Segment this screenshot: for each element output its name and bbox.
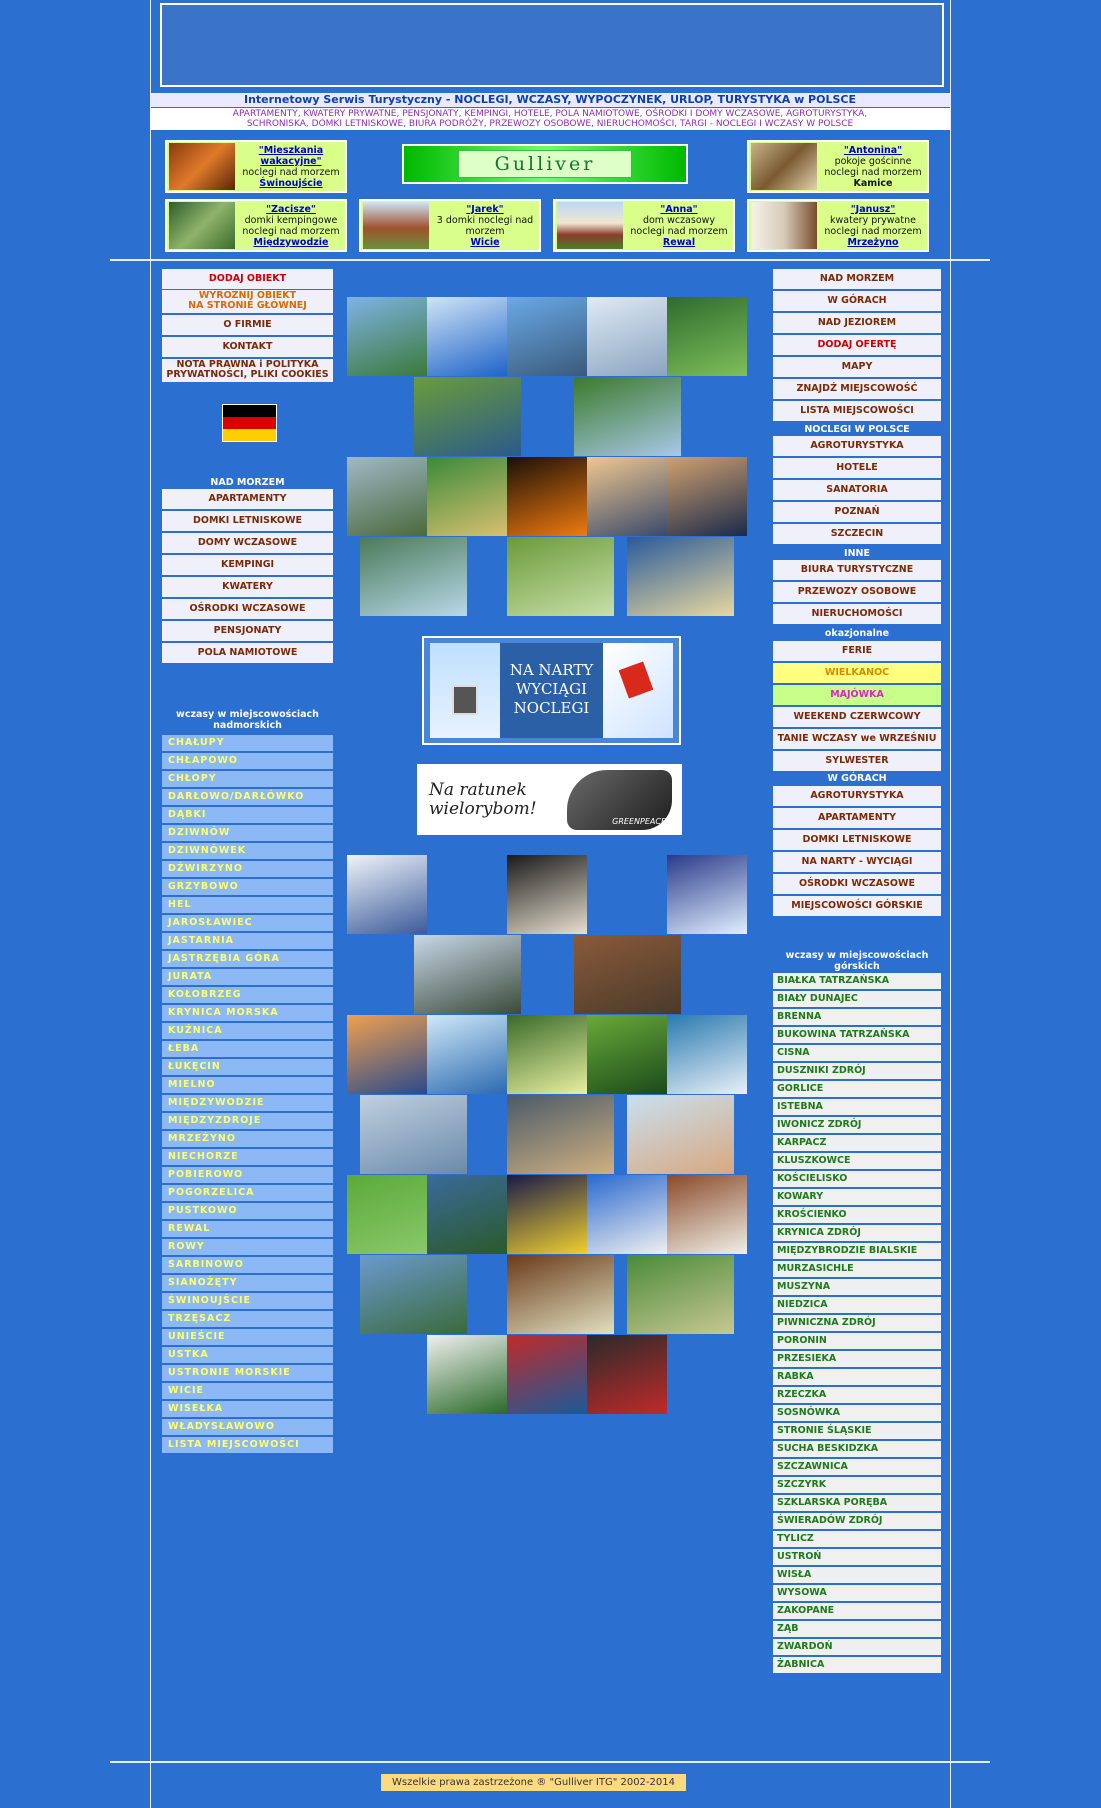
sea-town-link[interactable]: DĄBKI bbox=[162, 807, 333, 823]
promo-name[interactable]: "Jarek" bbox=[466, 203, 504, 215]
sea-menu-item[interactable]: DOMY WCZASOWE bbox=[162, 533, 333, 553]
promo-card[interactable] bbox=[747, 199, 929, 252]
sea-town-link[interactable]: JAROSŁAWIEC bbox=[162, 915, 333, 931]
sea-menu-item[interactable]: DOMKI LETNISKOWE bbox=[162, 511, 333, 531]
mountain-town-link[interactable]: SZKLARSKA PORĘBA bbox=[773, 1495, 941, 1511]
greenpeace-logo: GREENPEACE bbox=[612, 816, 666, 826]
sea-town-link[interactable]: ROWY bbox=[162, 1239, 333, 1255]
sea-town-link[interactable]: DZIWNÓWEK bbox=[162, 843, 333, 859]
sea-town-link[interactable]: DZIWNÓW bbox=[162, 825, 333, 841]
travel-photo[interactable] bbox=[667, 297, 747, 376]
sea-section-title: NAD MORZEM bbox=[210, 477, 285, 488]
mountain-town-link[interactable]: KROŚCIENKO bbox=[773, 1207, 941, 1223]
travel-photo[interactable] bbox=[667, 1175, 747, 1254]
sea-town-link[interactable]: KOŁOBRZEG bbox=[162, 987, 333, 1003]
travel-photo[interactable] bbox=[360, 1095, 467, 1174]
mountain-town-link[interactable]: BRENNA bbox=[773, 1009, 941, 1025]
travel-photo[interactable] bbox=[427, 1335, 507, 1414]
sea-menu-item[interactable]: OŚRODKI WCZASOWE bbox=[162, 599, 333, 619]
mountain-town-link[interactable]: PORONIN bbox=[773, 1333, 941, 1349]
travel-photo[interactable] bbox=[507, 1335, 587, 1414]
mountain-town-link[interactable]: PRZESIEKA bbox=[773, 1351, 941, 1367]
right-menu-item[interactable]: LISTA MIEJSCOWOŚCI bbox=[773, 401, 941, 421]
sea-town-link[interactable]: CHŁAPOWO bbox=[162, 753, 333, 769]
mountains-menu-item[interactable]: MIEJSCOWOŚCI GÓRSKIE bbox=[773, 896, 941, 916]
ski-banner[interactable] bbox=[422, 636, 681, 745]
mountain-town-link[interactable]: PIWNICZNA ZDRÓJ bbox=[773, 1315, 941, 1331]
mountains-menu-item[interactable]: DOMKI LETNISKOWE bbox=[773, 830, 941, 850]
mountain-town-link[interactable]: KARPACZ bbox=[773, 1135, 941, 1151]
mountain-town-link[interactable]: NIEDZICA bbox=[773, 1297, 941, 1313]
mountain-town-link[interactable]: SZCZYRK bbox=[773, 1477, 941, 1493]
sea-menu-item[interactable]: PENSJONATY bbox=[162, 621, 333, 641]
sea-menu-item[interactable]: KWATERY bbox=[162, 577, 333, 597]
sea-town-link[interactable]: HEL bbox=[162, 897, 333, 913]
sea-town-link[interactable]: ŁUKĘCIN bbox=[162, 1059, 333, 1075]
sea-town-link[interactable]: TRZĘSACZ bbox=[162, 1311, 333, 1327]
promo-name[interactable]: "Janusz" bbox=[850, 203, 896, 215]
tagline: Internetowy Serwis Turystyczny - NOCLEGI, WCZASY, WYPOCZYNEK, URLOP, TURYSTYKA w POLSCE bbox=[150, 93, 950, 107]
promo-desc: kwatery prywatne noclegi nad morzem bbox=[824, 214, 922, 237]
travel-photo[interactable] bbox=[507, 537, 614, 616]
mountain-town-link[interactable]: STRONIE ŚLĄSKIE bbox=[773, 1423, 941, 1439]
mountain-town-link[interactable]: IWONICZ ZDRÓJ bbox=[773, 1117, 941, 1133]
sea-town-link[interactable]: WISEŁKA bbox=[162, 1401, 333, 1417]
cable-car-icon bbox=[430, 643, 500, 738]
copyright-footer: Wszelkie prawa zastrzeżone ® "Gulliver ITG" 2002-2014 bbox=[381, 1774, 686, 1791]
travel-photo[interactable] bbox=[347, 1175, 427, 1254]
sea-town-link[interactable]: CHAŁUPY bbox=[162, 735, 333, 751]
sea-town-link[interactable]: USTKA bbox=[162, 1347, 333, 1363]
promo-desc: pokoje gościnne noclegi nad morzem bbox=[824, 155, 922, 178]
mountain-town-link[interactable]: ISTEBNA bbox=[773, 1099, 941, 1115]
sea-menu-item[interactable]: POLA NAMIOTOWE bbox=[162, 643, 333, 663]
sea-town-link[interactable]: MRZEŻYNO bbox=[162, 1131, 333, 1147]
sea-towns-title-1: wczasy w miejscowościach bbox=[176, 709, 319, 720]
travel-photo[interactable] bbox=[360, 1255, 467, 1334]
mountain-town-link[interactable]: SZCZAWNICA bbox=[773, 1459, 941, 1475]
mountain-town-link[interactable]: TYLICZ bbox=[773, 1531, 941, 1547]
promo-card[interactable] bbox=[359, 199, 541, 252]
travel-photo[interactable] bbox=[507, 855, 587, 934]
promo-card[interactable] bbox=[747, 140, 929, 193]
mountains-menu-item[interactable]: AGROTURYSTYKA bbox=[773, 786, 941, 806]
sea-town-link[interactable]: ŁEBA bbox=[162, 1041, 333, 1057]
whale-icon bbox=[567, 770, 672, 830]
poland-menu-item[interactable]: AGROTURYSTYKA bbox=[773, 436, 941, 456]
travel-photo[interactable] bbox=[667, 1015, 747, 1094]
sea-town-link[interactable]: JASTARNIA bbox=[162, 933, 333, 949]
travel-photo[interactable] bbox=[507, 1015, 587, 1094]
add-object-button[interactable]: DODAJ OBIEKT bbox=[162, 269, 333, 289]
sea-town-link[interactable]: POBIEROWO bbox=[162, 1167, 333, 1183]
occasional-menu-item[interactable]: MAJÓWKA bbox=[773, 685, 941, 705]
mountain-town-link[interactable]: KRYNICA ZDRÓJ bbox=[773, 1225, 941, 1241]
other-menu-item[interactable]: PRZEWOZY OSOBOWE bbox=[773, 582, 941, 602]
sea-town-link[interactable]: CHŁOPY bbox=[162, 771, 333, 787]
promo-desc: domki kempingowe noclegi nad morzem bbox=[242, 214, 340, 237]
travel-photo[interactable] bbox=[347, 855, 427, 934]
feature-object-button[interactable] bbox=[162, 290, 333, 313]
promo-name[interactable]: "Zacisze" bbox=[266, 203, 316, 215]
travel-photo[interactable] bbox=[587, 297, 667, 376]
mountain-towns-title bbox=[773, 950, 941, 972]
promo-place: Kamice bbox=[853, 177, 893, 189]
promo-card[interactable] bbox=[553, 199, 735, 252]
travel-photo[interactable] bbox=[414, 935, 521, 1014]
sea-town-link[interactable]: USTRONIE MORSKIE bbox=[162, 1365, 333, 1381]
mountain-town-link[interactable]: MUSZYNA bbox=[773, 1279, 941, 1295]
sea-town-link[interactable]: JURATA bbox=[162, 969, 333, 985]
occasional-menu-item[interactable]: TANIE WCZASY we WRZEŚNIU bbox=[773, 729, 941, 749]
travel-photo[interactable] bbox=[347, 297, 427, 376]
travel-photo[interactable] bbox=[627, 1255, 734, 1334]
mountain-town-link[interactable]: KOWARY bbox=[773, 1189, 941, 1205]
frame-line-right bbox=[950, 0, 951, 1808]
occasional-menu-item[interactable]: WIELKANOC bbox=[773, 663, 941, 683]
sea-town-link[interactable]: REWAL bbox=[162, 1221, 333, 1237]
mountains-section-title: W GÓRACH bbox=[827, 773, 887, 784]
promo-desc: noclegi nad morzem bbox=[242, 166, 340, 178]
travel-photo[interactable] bbox=[587, 1175, 667, 1254]
sea-town-link[interactable]: PUSTKOWO bbox=[162, 1203, 333, 1219]
sea-town-link[interactable]: ŚWINOUJŚCIE bbox=[162, 1293, 333, 1309]
mountain-town-link[interactable]: WYSOWA bbox=[773, 1585, 941, 1601]
mountain-town-link[interactable]: RZECZKA bbox=[773, 1387, 941, 1403]
right-menu-item[interactable]: MAPY bbox=[773, 357, 941, 377]
contact-button[interactable]: KONTAKT bbox=[162, 337, 333, 357]
legal-note-button[interactable] bbox=[162, 359, 333, 382]
ski-text-1: NA NARTY bbox=[509, 661, 594, 679]
mountain-town-link[interactable]: BIAŁKA TATRZAŃSKA bbox=[773, 973, 941, 989]
keywords-line-1: APARTAMENTY, KWATERY PRYWATNE, PENSJONATY, KEMPINGI, HOTELE, POLA NAMIOTOWE, OŚRODKI I DOMY WCZASOWE, AGROTURYSTYKA, bbox=[232, 109, 868, 119]
mountain-town-link[interactable]: MIĘDZYBRODZIE BIALSKIE bbox=[773, 1243, 941, 1259]
promo-place[interactable]: Wicie bbox=[470, 236, 500, 248]
other-section-title: INNE bbox=[844, 548, 870, 559]
mountain-towns-title-1: wczasy w miejscowościach bbox=[785, 950, 929, 961]
mountains-menu-item[interactable]: OŚRODKI WCZASOWE bbox=[773, 874, 941, 894]
mountain-town-link[interactable]: SUCHA BESKIDZKA bbox=[773, 1441, 941, 1457]
mountain-town-link[interactable]: BUKOWINA TATRZAŃSKA bbox=[773, 1027, 941, 1043]
right-menu-item[interactable]: NAD MORZEM bbox=[773, 269, 941, 289]
frame-line-left bbox=[150, 0, 151, 1808]
other-menu-item[interactable]: BIURA TURYSTYCZNE bbox=[773, 560, 941, 580]
promo-desc: dom wczasowy noclegi nad morzem bbox=[630, 214, 728, 237]
mountain-town-link[interactable]: ŚWIERADÓW ZDRÓJ bbox=[773, 1513, 941, 1529]
travel-photo[interactable] bbox=[507, 297, 587, 376]
poland-menu-item[interactable]: SANATORIA bbox=[773, 480, 941, 500]
sea-town-link[interactable]: SIANOŻĘTY bbox=[162, 1275, 333, 1291]
legal-line-2: PRYWATNOŚCI, PLIKI COOKIES bbox=[166, 369, 329, 380]
sea-town-link[interactable]: UNIEŚCIE bbox=[162, 1329, 333, 1345]
mountain-town-link[interactable]: RABKA bbox=[773, 1369, 941, 1385]
promo-photo bbox=[557, 202, 623, 249]
sea-town-link[interactable]: MIELNO bbox=[162, 1077, 333, 1093]
sea-town-link[interactable]: NIECHORZE bbox=[162, 1149, 333, 1165]
ski-text-3: NOCLEGI bbox=[513, 699, 590, 717]
gulliver-logo-text: Gulliver bbox=[458, 150, 633, 178]
feature-line-1: WYRÓŻNIJ OBIEKT bbox=[198, 290, 297, 301]
poland-menu-item[interactable]: SZCZECIN bbox=[773, 524, 941, 544]
mountain-town-link[interactable]: BIAŁY DUNAJEC bbox=[773, 991, 941, 1007]
poland-section-title: NOCLEGI W POLSCE bbox=[804, 424, 910, 435]
sea-town-link[interactable]: GRZYBOWO bbox=[162, 879, 333, 895]
travel-photo[interactable] bbox=[667, 457, 747, 536]
poland-menu-item[interactable]: HOTELE bbox=[773, 458, 941, 478]
mountain-town-link[interactable]: SOSNÓWKA bbox=[773, 1405, 941, 1421]
sea-town-link[interactable]: DARŁOWO/DARŁÓWKO bbox=[162, 789, 333, 805]
sea-towns-title-2: nadmorskich bbox=[213, 720, 282, 731]
mountains-menu-item[interactable]: NA NARTY - WYCIĄGI bbox=[773, 852, 941, 872]
promo-place[interactable]: Międzywodzie bbox=[253, 236, 329, 248]
travel-photo[interactable] bbox=[507, 1255, 614, 1334]
german-flag-icon[interactable] bbox=[222, 404, 277, 442]
mountain-towns-title-2: górskich bbox=[834, 961, 880, 972]
legal-line-1: NOTA PRAWNA i POLITYKA bbox=[176, 359, 319, 370]
promo-name[interactable]: "Antonina" bbox=[843, 144, 903, 156]
mountain-town-link[interactable]: GORLICE bbox=[773, 1081, 941, 1097]
sea-town-link[interactable]: MIĘDZYZDROJE bbox=[162, 1113, 333, 1129]
occasional-section-title: okazjonalne bbox=[824, 628, 890, 639]
other-menu-item[interactable]: NIERUCHOMOŚCI bbox=[773, 604, 941, 624]
mountain-town-link[interactable]: WISŁA bbox=[773, 1567, 941, 1583]
header-banner bbox=[160, 3, 944, 87]
ski-text-2: WYCIĄGI bbox=[515, 680, 588, 698]
travel-photo[interactable] bbox=[427, 297, 507, 376]
right-menu-item[interactable]: NAD JEZIOREM bbox=[773, 313, 941, 333]
promo-photo bbox=[751, 202, 817, 249]
travel-photo[interactable] bbox=[507, 1095, 614, 1174]
travel-photo[interactable] bbox=[587, 457, 667, 536]
promo-card[interactable] bbox=[165, 140, 347, 193]
ski-banner-text bbox=[500, 643, 603, 738]
travel-photo[interactable] bbox=[414, 377, 521, 456]
mountain-town-link[interactable]: ZWARDOŃ bbox=[773, 1639, 941, 1655]
promo-card[interactable] bbox=[165, 199, 347, 252]
about-button[interactable]: O FIRMIE bbox=[162, 315, 333, 335]
promo-name[interactable]: "Mieszkania wakacyjne" bbox=[258, 144, 324, 167]
mountain-town-link[interactable]: ZAKOPANE bbox=[773, 1603, 941, 1619]
occasional-menu-item[interactable]: WEEKEND CZERWCOWY bbox=[773, 707, 941, 727]
sea-town-link[interactable]: KUŹNICA bbox=[162, 1023, 333, 1039]
travel-photo[interactable] bbox=[574, 935, 681, 1014]
mountain-town-link[interactable]: ŻABNICA bbox=[773, 1657, 941, 1673]
divider-bottom bbox=[110, 1761, 990, 1763]
travel-photo[interactable] bbox=[507, 1175, 587, 1254]
mountain-town-link[interactable]: KLUSZKOWCE bbox=[773, 1153, 941, 1169]
promo-name[interactable]: "Anna" bbox=[660, 203, 698, 215]
mountain-town-link[interactable]: DUSZNIKI ZDRÓJ bbox=[773, 1063, 941, 1079]
right-menu-item[interactable]: ZNAJDŹ MIEJSCOWOŚĆ bbox=[773, 379, 941, 399]
sea-town-link[interactable]: WŁADYSŁAWOWO bbox=[162, 1419, 333, 1435]
travel-photo[interactable] bbox=[427, 1175, 507, 1254]
travel-photo[interactable] bbox=[427, 457, 507, 536]
promo-photo bbox=[169, 202, 235, 249]
sea-menu-item[interactable]: KEMPINGI bbox=[162, 555, 333, 575]
promo-place[interactable]: Mrzeżyno bbox=[847, 236, 899, 248]
mountain-town-link[interactable]: ZĄB bbox=[773, 1621, 941, 1637]
travel-photo[interactable] bbox=[587, 1015, 667, 1094]
poland-menu-item[interactable]: POZNAŃ bbox=[773, 502, 941, 522]
travel-photo[interactable] bbox=[347, 1015, 427, 1094]
travel-photo[interactable] bbox=[627, 537, 734, 616]
keywords-line-2: SCHRONISKA, DOMKI LETNISKOWE, BIURA PODRÓŻY, PRZEWOZY OSOBOWE, NIERUCHOMOŚCI, TARGI - NOCLEGI I WCZASY W POLSCE bbox=[246, 119, 854, 129]
promo-photo bbox=[169, 143, 235, 190]
divider-top bbox=[110, 259, 990, 261]
promo-photo bbox=[751, 143, 817, 190]
travel-photo[interactable] bbox=[574, 377, 681, 456]
promo-photo bbox=[363, 202, 429, 249]
mountain-town-link[interactable]: KOŚCIELISKO bbox=[773, 1171, 941, 1187]
sea-menu-item[interactable]: APARTAMENTY bbox=[162, 489, 333, 509]
mountains-menu-item[interactable]: APARTAMENTY bbox=[773, 808, 941, 828]
travel-photo[interactable] bbox=[347, 457, 427, 536]
sea-town-link[interactable]: JASTRZĘBIA GÓRA bbox=[162, 951, 333, 967]
mountain-town-link[interactable]: MURZASICHLE bbox=[773, 1261, 941, 1277]
sea-town-link[interactable]: WICIE bbox=[162, 1383, 333, 1399]
greenpeace-banner[interactable] bbox=[417, 764, 682, 835]
gulliver-logo[interactable] bbox=[402, 144, 688, 184]
travel-photo[interactable] bbox=[507, 457, 587, 536]
occasional-menu-item[interactable]: SYLWESTER bbox=[773, 751, 941, 771]
promo-place[interactable]: Świnoujście bbox=[259, 177, 323, 189]
mountain-town-link[interactable]: USTROŃ bbox=[773, 1549, 941, 1565]
sea-town-link[interactable]: POGORZELICA bbox=[162, 1185, 333, 1201]
promo-desc: 3 domki noclegi nad morzem bbox=[436, 214, 534, 237]
travel-photo[interactable] bbox=[427, 1015, 507, 1094]
travel-photo[interactable] bbox=[360, 537, 467, 616]
travel-photo[interactable] bbox=[667, 855, 747, 934]
promo-place[interactable]: Rewal bbox=[662, 236, 696, 248]
sea-town-link[interactable]: MIĘDZYWODZIE bbox=[162, 1095, 333, 1111]
sea-town-link[interactable]: KRYNICA MORSKA bbox=[162, 1005, 333, 1021]
right-menu-item[interactable]: W GÓRACH bbox=[773, 291, 941, 311]
sea-town-link[interactable]: SARBINOWO bbox=[162, 1257, 333, 1273]
sea-town-link[interactable]: LISTA MIEJSCOWOŚCI bbox=[162, 1437, 333, 1453]
feature-line-2: NA STRONIE GŁÓWNEJ bbox=[188, 300, 307, 311]
travel-photo[interactable] bbox=[587, 1335, 667, 1414]
sea-towns-title bbox=[162, 709, 333, 731]
travel-photo[interactable] bbox=[627, 1095, 734, 1174]
sea-town-link[interactable]: DŹWIRZYNO bbox=[162, 861, 333, 877]
skier-icon bbox=[603, 643, 673, 738]
right-menu-item[interactable]: DODAJ OFERTĘ bbox=[773, 335, 941, 355]
mountain-town-link[interactable]: CISNA bbox=[773, 1045, 941, 1061]
keywords bbox=[150, 108, 950, 130]
whale-banner-text: Na ratunek wielorybom! bbox=[429, 779, 537, 819]
occasional-menu-item[interactable]: FERIE bbox=[773, 641, 941, 661]
